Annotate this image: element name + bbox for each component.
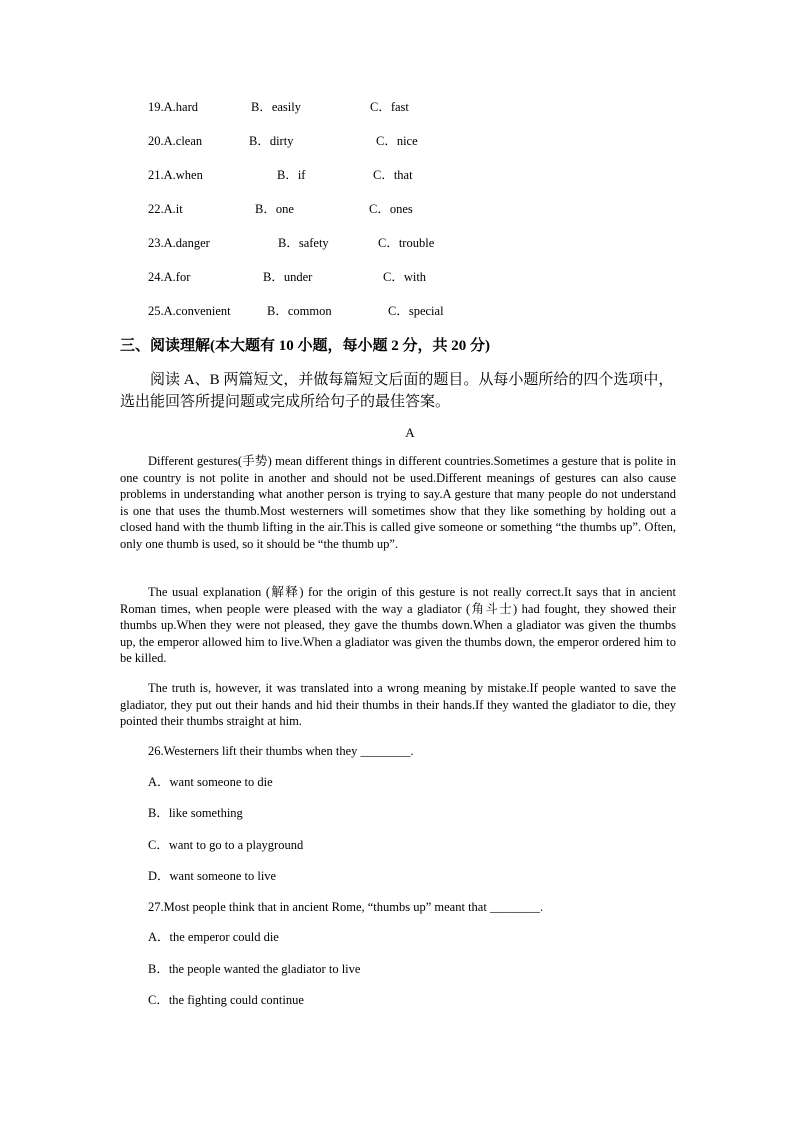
option-b: B．dirty [249, 134, 294, 148]
option-a: 24.A.for [148, 270, 191, 284]
option-b: B．one [255, 202, 294, 216]
option-b: B．under [263, 270, 313, 284]
option-a: 25.A.convenient [148, 304, 231, 318]
option-c: C．fast [370, 100, 409, 114]
answer-choice: C．the fighting could continue [148, 993, 304, 1007]
answer-choice: A．the emperor could die [148, 930, 279, 944]
option-c: C．with [383, 270, 427, 284]
answer-choice: C．want to go to a playground [148, 838, 304, 852]
option-c: C．that [373, 168, 413, 182]
option-b: B．common [267, 304, 332, 318]
answer-choice: D．want someone to live [148, 869, 277, 883]
passage-label: A [405, 425, 415, 440]
option-b: B．safety [278, 236, 329, 250]
option-b: B．if [277, 168, 306, 182]
answer-choice: A．want someone to die [148, 775, 273, 789]
option-c: C．trouble [378, 236, 435, 250]
option-a: 20.A.clean [148, 134, 203, 148]
option-a: 22.A.it [148, 202, 183, 216]
section-instructions: 阅读 A、B 两篇短文，并做每篇短文后面的题目。从每小题所给的四个选项中，选出能回答所提问题或完成所给句子的最佳答案。 [120, 372, 674, 410]
passage-paragraph: The usual explanation (解释) for the origin of this gesture is not really correct.It says that in ancient Roman times, when people were pleased with the way a gladiator (角斗士) had fought, they showed their thumbs up.When they were not pleased, they gave the thumbs down.When a gladiator was given the thumbs up, the emperor allowed him to live.When a gladiator was given the thumbs down, the emperor ordered him to be killed. [120, 585, 676, 666]
passage-paragraph: The truth is, however, it was translated into a wrong meaning by mistake.If people wanted to save the gladiator, they put out their hands and hid their thumbs in their hands.If they wanted the gladiator to die, they pointed their thumbs straight at him. [120, 681, 676, 729]
passage-paragraph: Different gestures(手势) mean different things in different countries.Sometimes a gesture that is polite in one country is not polite in another and should not be used.Different meanings of gestures can also cause problems in understanding what another person is trying to say.A gesture that many people do not understand is one that uses the thumb.Most westerners will sometimes show that they like something by holding out a closed hand with the thumb lifting in the air.This is called give someone or something “the thumbs up”. Often, only one thumb is used, so it should be “the thumb up”. [120, 454, 676, 551]
answer-choice: B．like something [148, 806, 243, 820]
question-stem: 27.Most people think that in ancient Rome, “thumbs up” meant that ________. [148, 900, 544, 914]
answer-choice: B．the people wanted the gladiator to live [148, 962, 361, 976]
option-c: C．ones [369, 202, 413, 216]
section-title: 三、阅读理解(本大题有 10 小题，每小题 2 分，共 20 分) [120, 338, 490, 354]
question-stem: 26.Westerners lift their thumbs when they ________. [148, 744, 414, 758]
option-a: 19.A.hard [148, 100, 198, 114]
option-b: B．easily [251, 100, 301, 114]
option-a: 21.A.when [148, 168, 203, 182]
option-c: C．special [388, 304, 444, 318]
option-a: 23.A.danger [148, 236, 210, 250]
option-c: C．nice [376, 134, 418, 148]
